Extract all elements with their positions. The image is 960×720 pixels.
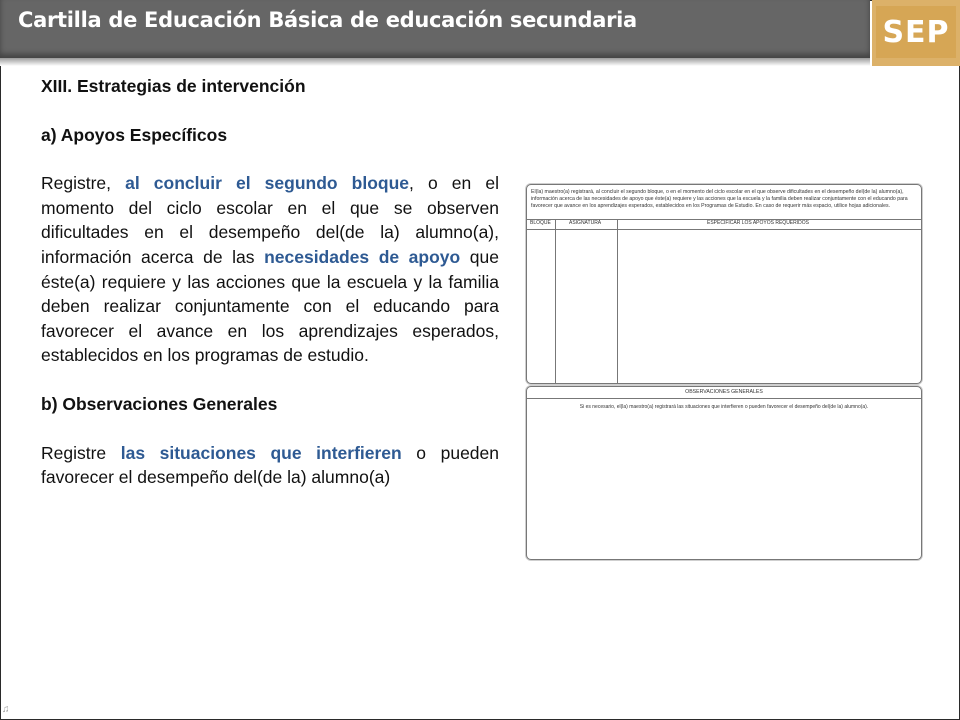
- form-column-label-asignatura: ASIGNATURA: [569, 220, 602, 226]
- form-column-bloque: [527, 219, 556, 383]
- sep-logo-text: SEP: [882, 14, 950, 50]
- section-a-text-1: Registre,: [41, 173, 126, 194]
- section-a-title: a) Apoyos Específicos: [41, 124, 228, 145]
- section-a-text-3: que éste(a) requiere y las acciones que la escuela y la familia deben realizar conjuntamente con el educando para favorecer el avance en los aprendizajes esperados, establecidos en los programas de estudio.: [41, 246, 499, 366]
- main-content: [41, 74, 499, 490]
- sep-logo-box: [876, 6, 956, 58]
- form-column-label-bloque: BLOQUE: [530, 220, 551, 226]
- section-a-text-2: , o en el momento del ciclo escolar en el que se observen dificultades en el desempeño del(de la) alumno(a), información acerca de las: [41, 173, 499, 267]
- form-instructions: El(la) maestro(a) registrará, al concluir el segundo bloque, o en el momento del ciclo escolar en el que observe dificultades en el desempeño del(de la) alumno(a), información acerca de las necesidades de apoyo que éste(a) requiere y las acciones que la escuela y la familia deben realizar conjuntamente con el educando para favorecer que avance en los aprendizajes esperados, establecidos en los Programas de Estudio. En caso de requerir más espacio, utilice hojas adicionales.: [531, 189, 908, 209]
- observations-instructions: Si es necesario, el(la) maestro(a) registrará las situaciones que interfieren o pueden favorecer el desempeño del(de la) alumno(a).: [579, 404, 869, 410]
- sound-icon: ♫: [2, 704, 10, 715]
- section-b-text-2: o pueden favorecer el desempeño del(de la) alumno(a): [41, 442, 499, 488]
- section-b-title: b) Observaciones Generales: [41, 393, 278, 414]
- form-column-label-apoyos: ESPECIFICAR LOS APOYOS REQUERIDOS: [707, 220, 809, 226]
- section-b-text-1: Registre: [41, 442, 121, 463]
- header-title: Cartilla de Educación Básica de educación secundaria: [18, 8, 637, 32]
- section-b-paragraph: [41, 441, 499, 490]
- section-a-highlight-2: necesidades de apoyo: [264, 246, 461, 267]
- section-a-paragraph: [41, 171, 499, 368]
- observations-form-image: [526, 386, 922, 560]
- section-b-highlight-1: las situaciones que interfieren: [120, 442, 402, 463]
- section-a-highlight-1: al concluir el segundo bloque: [125, 173, 410, 194]
- observations-divider: [527, 398, 921, 399]
- support-form-image: [526, 184, 922, 384]
- form-column-asignatura: [555, 219, 618, 383]
- header-shadow: [0, 58, 870, 66]
- header-bar: [0, 0, 870, 58]
- sep-logo: [872, 0, 960, 66]
- observations-title: OBSERVACIONES GENERALES: [685, 389, 763, 395]
- section-heading: XIII. Estrategias de intervención: [41, 76, 306, 96]
